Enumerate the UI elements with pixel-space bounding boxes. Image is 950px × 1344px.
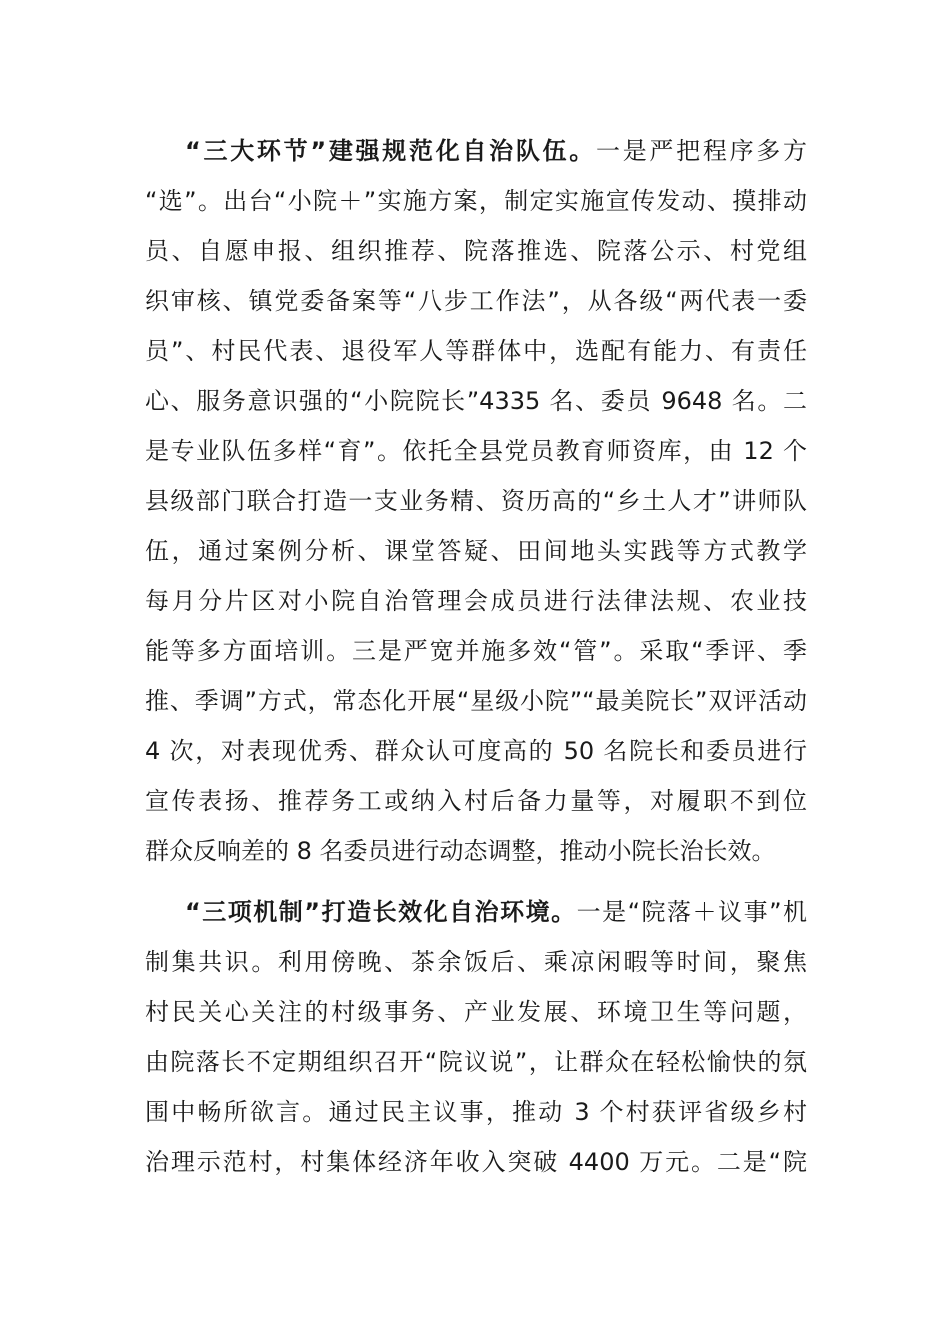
paragraph-1-line-12: 推、季调”方式，常态化开展“星级小院”“最美院长”双评活动: [145, 687, 807, 715]
paragraph-2-line-1: [185, 887, 807, 937]
paragraph-1-heading: “三大环节”建强规范化自治队伍。: [185, 137, 596, 165]
paragraph-2-text: 一是“院落＋议事”机: [576, 898, 807, 926]
paragraph-1-line-15: 群众反响差的 8 名委员进行动态调整，推动小院长治长效。: [145, 837, 776, 865]
paragraph-1-line-3: 员、自愿申报、组织推荐、院落推选、院落公示、村党组: [145, 237, 807, 265]
paragraph-2-line-2: 制集共识。利用傍晚、茶余饭后、乘凉闲暇等时间，聚焦: [145, 948, 807, 976]
paragraph-2-heading: “三项机制”打造长效化自治环境。: [185, 898, 577, 926]
paragraph-1-line-6: 心、服务意识强的“小院院长”4335 名、委员 9648 名。二: [145, 387, 807, 415]
paragraph-1-line-11: 能等多方面培训。三是严宽并施多效“管”。采取“季评、季: [145, 637, 807, 665]
paragraph-1-line-10: 每月分片区对小院自治管理会成员进行法律法规、农业技: [145, 587, 807, 615]
paragraph-1-line-1: [185, 126, 807, 176]
paragraph-1-line-5: 员”、村民代表、退役军人等群体中，选配有能力、有责任: [145, 337, 807, 365]
paragraph-2-line-3: 村民关心关注的村级事务、产业发展、环境卫生等问题，: [145, 998, 807, 1026]
paragraph-2-line-4: 由院落长不定期组织召开“院议说”，让群众在轻松愉快的氛: [145, 1048, 807, 1076]
paragraph-1-line-8: 县级部门联合打造一支业务精、资历高的“乡土人才”讲师队: [145, 487, 807, 515]
paragraph-1-line-9: 伍，通过案例分析、课堂答疑、田间地头实践等方式教学: [145, 537, 807, 565]
paragraph-1-line-14: 宣传表扬、推荐务工或纳入村后备力量等，对履职不到位: [145, 787, 807, 815]
paragraph-1-line-2: “选”。出台“小院＋”实施方案，制定实施宣传发动、摸排动: [145, 187, 807, 215]
paragraph-1-line-4: 织审核、镇党委备案等“八步工作法”，从各级“两代表一委: [145, 287, 807, 315]
paragraph-2-line-5: 围中畅所欲言。通过民主议事，推动 3 个村获评省级乡村: [145, 1098, 807, 1126]
paragraph-1-line-7: 是专业队伍多样“育”。依托全县党员教育师资库，由 12 个: [145, 437, 807, 465]
paragraph-1-text: 一是严把程序多方: [596, 137, 807, 165]
paragraph-2-line-6: 治理示范村，村集体经济年收入突破 4400 万元。二是“院: [145, 1148, 807, 1176]
paragraph-1-line-13: 4 次，对表现优秀、群众认可度高的 50 名院长和委员进行: [145, 737, 807, 765]
